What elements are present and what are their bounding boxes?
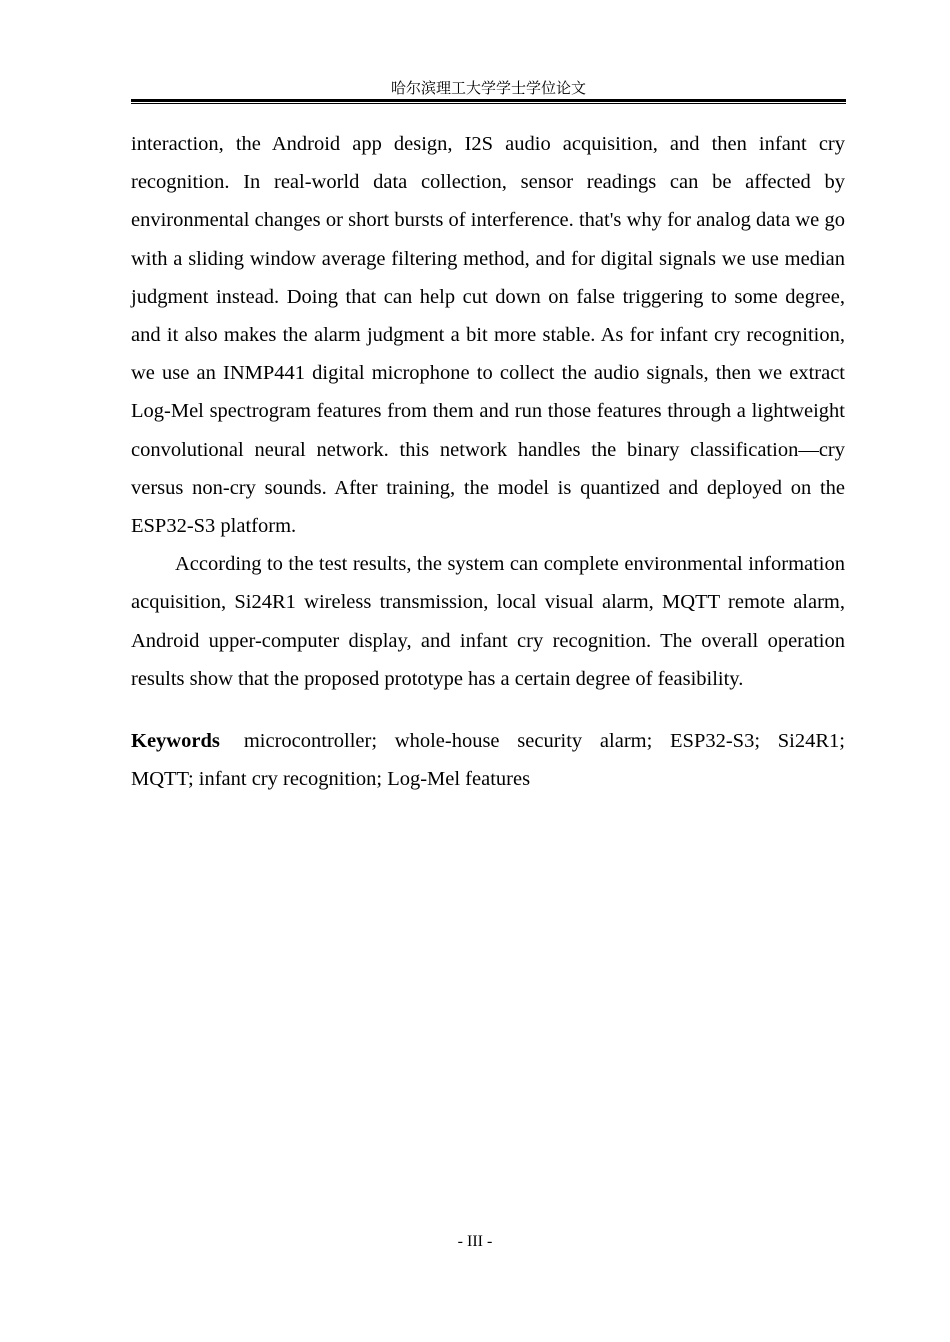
- keywords-text: microcontroller; whole-house security alarm; ESP32-S3; Si24R1; MQTT; infant cry recognition; Log-Mel features: [131, 730, 845, 791]
- running-header: 哈尔滨理工大学学士学位论文: [390, 79, 586, 97]
- header-rule-thick: [131, 99, 846, 102]
- header-rule-thin: [131, 103, 846, 104]
- keywords-line: [131, 722, 845, 798]
- main-content: [131, 125, 845, 798]
- page-number: - III -: [457, 1233, 493, 1250]
- body-paragraph-2: According to the test results, the system can complete environmental information acquisition, Si24R1 wireless transmission, local visual alarm, MQTT remote alarm, Android upper-computer display, and infant cry recognition. The overall operation results show that the proposed prototype has a certain degree of feasibility.: [131, 553, 845, 690]
- keywords-label: Keywords: [131, 730, 220, 753]
- body-paragraph-1: interaction, the Android app design, I2S audio acquisition, and then infant cry recognition. In real-world data collection, sensor readings can be affected by environmental changes or short bursts of interference. that's why for analog data we go with a sliding window average filtering method, and for digital signals we use median judgment instead. Doing that can help cut down on false triggering to some degree, and it also makes the alarm judgment a bit more stable. As for infant cry recognition, we use an INMP441 digital microphone to collect the audio signals, then we extract Log-Mel spectrogram features from them and run those features through a lightweight convolutional neural network. this network handles the binary classification—cry versus non-cry sounds. After training, the model is quantized and deployed on the ESP32-S3 platform.: [131, 133, 845, 538]
